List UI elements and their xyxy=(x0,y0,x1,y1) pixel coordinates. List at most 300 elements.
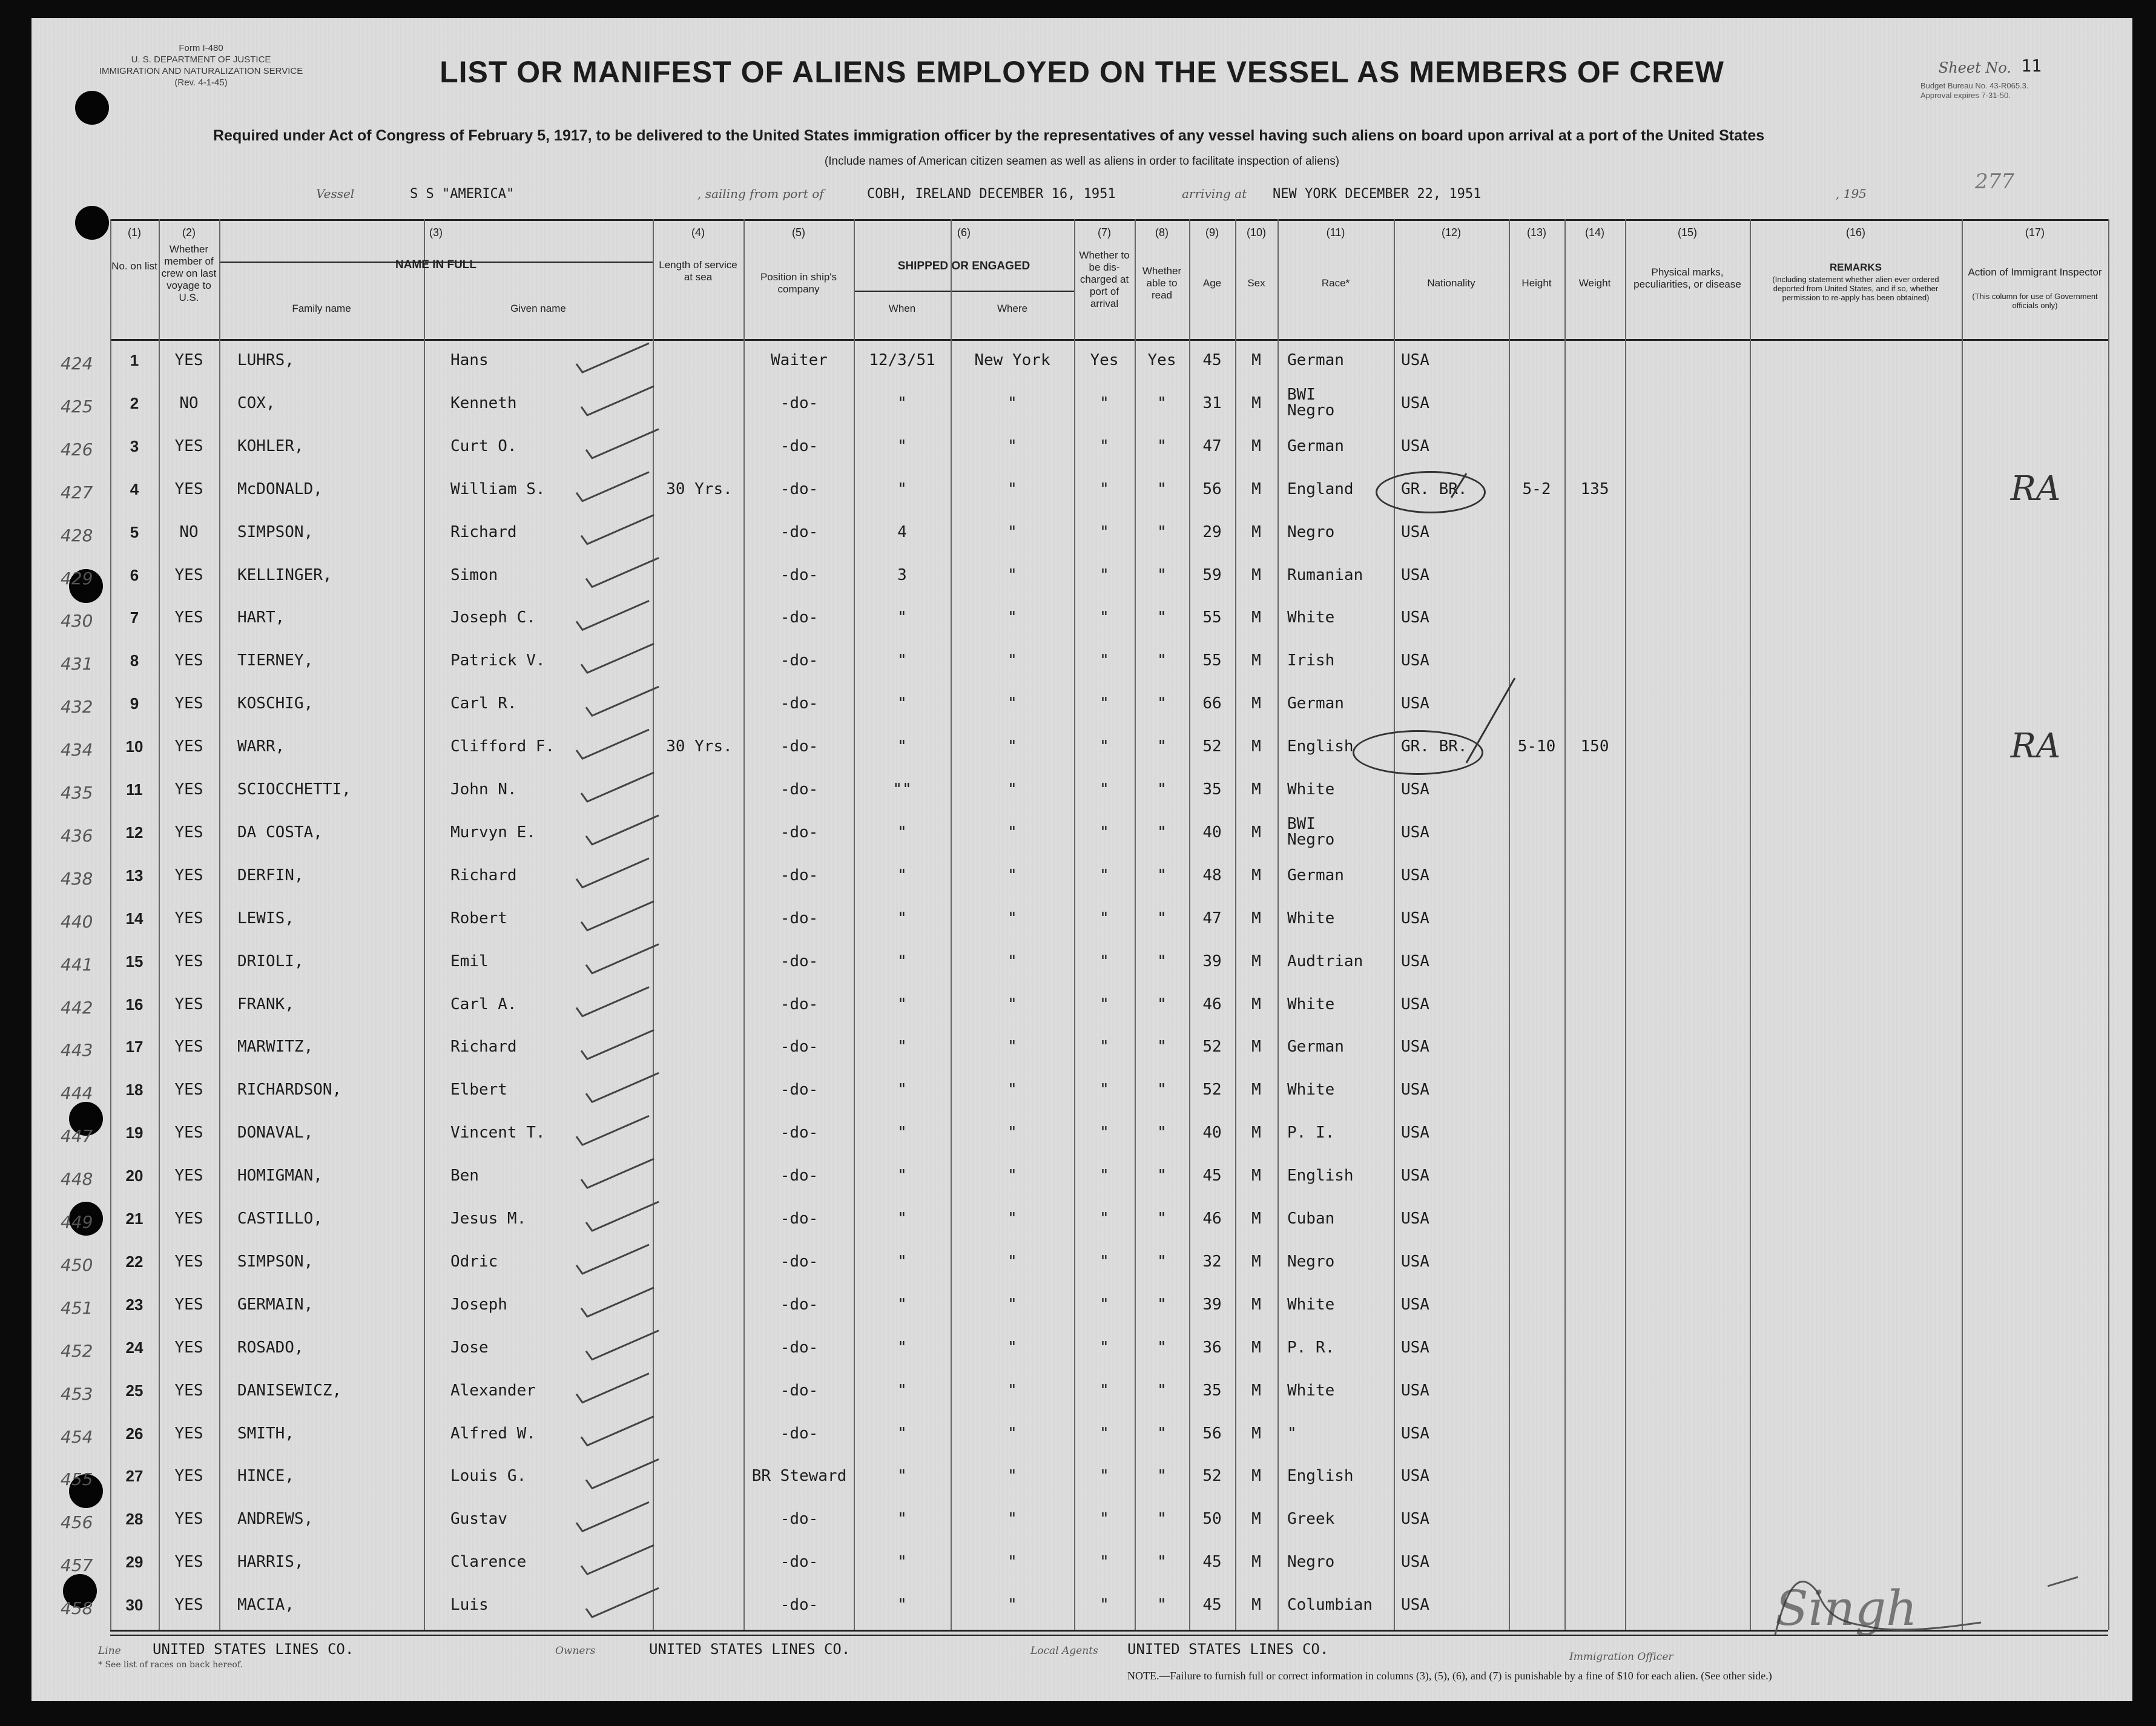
cell-when: " xyxy=(897,1596,907,1615)
cell-position: -do- xyxy=(780,651,819,670)
cell-no: 4 xyxy=(130,479,139,498)
cell-read: " xyxy=(1157,1295,1167,1314)
cell-given: Kenneth xyxy=(450,394,517,412)
cell-read: " xyxy=(1157,1167,1167,1185)
cell-discharged: " xyxy=(1099,565,1109,584)
cell-read: " xyxy=(1157,737,1167,756)
cell-age: 52 xyxy=(1202,1038,1222,1056)
cell-where: " xyxy=(1007,1081,1017,1099)
margin-number: 456 xyxy=(61,1512,93,1533)
pencil-check-nationality xyxy=(1451,473,1515,763)
cell-nationality: USA xyxy=(1401,351,1429,369)
cell-nationality: USA xyxy=(1401,866,1429,884)
cell-read: " xyxy=(1157,1381,1167,1400)
col-header-shipped: SHIPPED OR ENGAGED xyxy=(897,260,1030,272)
cell-given: Hans xyxy=(450,351,489,369)
cell-position: -do- xyxy=(780,1081,819,1099)
cell-discharged: " xyxy=(1099,995,1109,1013)
margin-number: 426 xyxy=(61,439,93,459)
cell-age: 52 xyxy=(1202,737,1222,756)
cell-where: " xyxy=(1007,737,1017,756)
cell-discharged: " xyxy=(1099,1252,1109,1271)
cell-no: 8 xyxy=(130,651,139,670)
cell-sex: M xyxy=(1251,952,1261,970)
cell-family: GERMAIN, xyxy=(237,1295,314,1314)
cell-crew: YES xyxy=(174,694,203,713)
cell-nationality: USA xyxy=(1401,1553,1429,1572)
cell-crew: YES xyxy=(174,1338,203,1357)
cell-crew: YES xyxy=(174,909,203,927)
cell-family: FRANK, xyxy=(237,995,294,1013)
cell-where: " xyxy=(1007,909,1017,927)
cell-where: " xyxy=(1007,565,1017,584)
cell-when: " xyxy=(897,1338,907,1357)
col-number: (15) xyxy=(1677,226,1697,239)
cell-family: TIERNEY, xyxy=(237,651,314,670)
cell-position: -do- xyxy=(780,995,819,1013)
cell-given: Robert xyxy=(450,909,507,927)
cell-sex: M xyxy=(1251,780,1261,799)
cell-crew: YES xyxy=(174,866,203,884)
cell-nationality: GR. BR. xyxy=(1401,737,1468,756)
col-header-action-note: (This column for use of Government officials only) xyxy=(1972,292,2098,310)
cell-where: " xyxy=(1007,995,1017,1013)
col-number: (9) xyxy=(1205,226,1219,239)
cell-position: -do- xyxy=(780,1167,819,1185)
cell-where: " xyxy=(1007,866,1017,884)
cell-no: 29 xyxy=(125,1553,143,1572)
cell-action: RA xyxy=(2010,469,2061,509)
col-number: (6) xyxy=(957,226,971,239)
cell-discharged: " xyxy=(1099,436,1109,455)
cell-nationality: USA xyxy=(1401,1081,1429,1099)
cell-family: KELLINGER, xyxy=(237,565,332,584)
cell-age: 40 xyxy=(1202,1124,1222,1142)
cell-family: DANISEWICZ, xyxy=(237,1381,342,1400)
cell-race: BWI Negro xyxy=(1287,814,1335,849)
margin-number: 440 xyxy=(61,911,93,932)
cell-where: " xyxy=(1007,1295,1017,1314)
cell-given: Jose xyxy=(450,1338,489,1357)
sheet-label: Sheet No. xyxy=(1938,59,2011,76)
cell-when: " xyxy=(897,1295,907,1314)
col-number: (14) xyxy=(1584,226,1604,239)
cell-where: " xyxy=(1007,436,1017,455)
cell-nationality: USA xyxy=(1401,1467,1429,1486)
col-number: (17) xyxy=(2025,226,2045,239)
cell-given: Ben xyxy=(450,1167,479,1185)
cell-nationality: USA xyxy=(1401,394,1429,412)
cell-read: " xyxy=(1157,952,1167,970)
cell-sex: M xyxy=(1251,1210,1261,1228)
cell-sex: M xyxy=(1251,1081,1261,1099)
cell-crew: YES xyxy=(174,995,203,1013)
cell-when: " xyxy=(897,866,907,884)
cell-position: -do- xyxy=(780,1596,819,1615)
cell-discharged: " xyxy=(1099,608,1109,627)
col-header-physical: Physical marks, peculiarities, or disease xyxy=(1633,266,1741,290)
cell-family: HINCE, xyxy=(237,1467,294,1486)
cell-height: 5-10 xyxy=(1517,737,1556,756)
cell-read: " xyxy=(1157,866,1167,884)
cell-crew: YES xyxy=(174,1510,203,1529)
cell-read: " xyxy=(1157,651,1167,670)
margin-number: 434 xyxy=(61,740,93,760)
cell-race: German xyxy=(1287,351,1344,369)
cell-race: P. I. xyxy=(1287,1124,1335,1142)
vessel-name: S S "AMERICA" xyxy=(410,186,515,202)
cell-when: " xyxy=(897,1510,907,1529)
officer-signature: Singh xyxy=(1775,1580,1917,1636)
cell-read: " xyxy=(1157,909,1167,927)
cell-nationality: USA xyxy=(1401,1167,1429,1185)
cell-crew: YES xyxy=(174,1596,203,1615)
cell-position: -do- xyxy=(780,1124,819,1142)
cell-age: 40 xyxy=(1202,823,1222,842)
cell-when: " xyxy=(897,1081,907,1099)
cell-no: 14 xyxy=(125,909,143,927)
cell-crew: YES xyxy=(174,651,203,670)
cell-crew: YES xyxy=(174,351,203,369)
cell-race: Negro xyxy=(1287,1252,1335,1271)
cell-where: " xyxy=(1007,1467,1017,1486)
cell-race: White xyxy=(1287,1295,1335,1314)
cell-when: " xyxy=(897,737,907,756)
cell-position: BR Steward xyxy=(751,1467,847,1486)
cell-no: 5 xyxy=(130,522,139,541)
pencil-tick xyxy=(2048,1577,2078,1586)
cell-when: " xyxy=(897,1167,907,1185)
cell-read: " xyxy=(1157,1510,1167,1529)
manifest-page xyxy=(31,18,2132,1701)
cell-given: Odric xyxy=(450,1252,498,1271)
cell-where: " xyxy=(1007,1338,1017,1357)
cell-when: 3 xyxy=(897,565,907,584)
cell-where: " xyxy=(1007,1424,1017,1443)
cell-discharged: " xyxy=(1099,1424,1109,1443)
cell-race: Negro xyxy=(1287,1553,1335,1572)
cell-crew: YES xyxy=(174,1381,203,1400)
cell-discharged: " xyxy=(1099,866,1109,884)
cell-discharged: " xyxy=(1099,823,1109,842)
cell-position: -do- xyxy=(780,780,819,799)
cell-position: -do- xyxy=(780,1424,819,1443)
cell-given: William S. xyxy=(450,479,546,498)
cell-position: -do- xyxy=(780,1338,819,1357)
cell-no: 11 xyxy=(126,780,143,799)
cell-where: " xyxy=(1007,694,1017,713)
cell-crew: YES xyxy=(174,1295,203,1314)
cell-race: German xyxy=(1287,436,1344,455)
col-header-remarks: REMARKS xyxy=(1830,262,1882,273)
cell-no: 20 xyxy=(125,1167,143,1185)
cell-where: " xyxy=(1007,608,1017,627)
cell-read: " xyxy=(1157,1210,1167,1228)
cell-discharged: " xyxy=(1099,1167,1109,1185)
cell-family: ANDREWS, xyxy=(237,1510,314,1529)
cell-position: -do- xyxy=(780,436,819,455)
cell-where: New York xyxy=(974,351,1050,369)
cell-no: 26 xyxy=(125,1424,143,1443)
cell-when: " xyxy=(897,1424,907,1443)
cell-crew: YES xyxy=(174,780,203,799)
cell-where: " xyxy=(1007,651,1017,670)
cell-no: 24 xyxy=(125,1338,143,1357)
margin-number: 436 xyxy=(61,825,93,846)
cell-given: Luis xyxy=(450,1596,489,1615)
cell-position: -do- xyxy=(780,909,819,927)
margin-number: 458 xyxy=(61,1598,93,1619)
cell-race: BWI Negro xyxy=(1287,385,1335,420)
cell-given: Elbert xyxy=(450,1081,507,1099)
cell-read: " xyxy=(1157,694,1167,713)
cell-age: 45 xyxy=(1202,1553,1222,1572)
col-number: (13) xyxy=(1526,226,1546,239)
cell-where: " xyxy=(1007,1038,1017,1056)
cell-nationality: USA xyxy=(1401,1038,1429,1056)
cell-read: " xyxy=(1157,780,1167,799)
cell-position: -do- xyxy=(780,608,819,627)
col-number: (8) xyxy=(1155,226,1169,239)
margin-number: 435 xyxy=(61,783,93,803)
cell-nationality: USA xyxy=(1401,1338,1429,1357)
cell-read: " xyxy=(1157,608,1167,627)
margin-number: 450 xyxy=(61,1254,93,1275)
cell-when: " xyxy=(897,1467,907,1486)
cell-family: SIMPSON, xyxy=(237,1252,314,1271)
cell-discharged: " xyxy=(1099,1596,1109,1615)
cell-read: " xyxy=(1157,1424,1167,1443)
cell-read: " xyxy=(1157,522,1167,541)
cell-sex: M xyxy=(1251,1467,1261,1486)
cell-position: -do- xyxy=(780,1252,819,1271)
cell-race: Irish xyxy=(1287,651,1335,670)
sailing-from: COBH, IRELAND DECEMBER 16, 1951 xyxy=(867,186,1116,202)
col-header-no: No. on list xyxy=(111,260,157,272)
cell-age: 35 xyxy=(1202,1381,1222,1400)
margin-number: 428 xyxy=(61,525,93,545)
cell-discharged: " xyxy=(1099,651,1109,670)
margin-number: 452 xyxy=(61,1340,93,1361)
cell-family: DA COSTA, xyxy=(237,823,323,842)
cell-sex: M xyxy=(1251,1295,1261,1314)
cell-race: German xyxy=(1287,866,1344,884)
cell-where: " xyxy=(1007,1252,1017,1271)
cell-sex: M xyxy=(1251,1381,1261,1400)
cell-no: 16 xyxy=(125,995,143,1013)
cell-age: 39 xyxy=(1202,952,1222,970)
margin-number: 457 xyxy=(61,1555,93,1576)
margin-number: 454 xyxy=(61,1426,93,1447)
margin-number: 424 xyxy=(61,354,93,374)
cell-given: Clifford F. xyxy=(450,737,555,756)
cell-crew: YES xyxy=(174,1467,203,1486)
cell-age: 52 xyxy=(1202,1467,1222,1486)
col-number: (16) xyxy=(1845,226,1865,239)
cell-sex: M xyxy=(1251,694,1261,713)
cell-no: 28 xyxy=(125,1510,143,1529)
cell-sex: M xyxy=(1251,909,1261,927)
col-header-when: When xyxy=(888,303,916,314)
races-note: * See list of races on back hereof. xyxy=(98,1660,243,1670)
col-number: (7) xyxy=(1098,226,1111,239)
cell-read: " xyxy=(1157,565,1167,584)
cell-family: SIMPSON, xyxy=(237,522,314,541)
cell-when: " xyxy=(897,909,907,927)
cell-race: Columbian xyxy=(1287,1596,1373,1615)
cell-discharged: " xyxy=(1099,1381,1109,1400)
cell-race: England xyxy=(1287,479,1354,498)
cell-family: LEWIS, xyxy=(237,909,294,927)
cell-nationality: USA xyxy=(1401,1424,1429,1443)
cell-no: 1 xyxy=(130,351,139,369)
margin-number: 441 xyxy=(61,954,93,975)
line-value: UNITED STATES LINES CO. xyxy=(153,1641,354,1658)
cell-position: -do- xyxy=(780,1510,819,1529)
cell-given: Vincent T. xyxy=(450,1124,546,1142)
arriving-label: arriving at xyxy=(1182,186,1247,201)
cell-discharged: Yes xyxy=(1090,351,1119,369)
col-number: (2) xyxy=(182,226,196,239)
col-header-crew: Whether member of crew on last voyage to U.S. xyxy=(161,243,217,303)
pencil-checkmarks xyxy=(31,18,2132,1701)
cell-read: " xyxy=(1157,1338,1167,1357)
cell-read: " xyxy=(1157,1038,1167,1056)
col-header-position: Position in ship's company xyxy=(760,271,837,295)
cell-read: " xyxy=(1157,1252,1167,1271)
cell-race: English xyxy=(1287,737,1354,756)
cell-when: 4 xyxy=(897,522,907,541)
cell-where: " xyxy=(1007,1210,1017,1228)
cell-when: " xyxy=(897,651,907,670)
col-number: (11) xyxy=(1326,226,1345,239)
cell-sex: M xyxy=(1251,1338,1261,1357)
cell-discharged: " xyxy=(1099,1210,1109,1228)
cell-age: 55 xyxy=(1202,651,1222,670)
cell-crew: YES xyxy=(174,479,203,498)
cell-family: COX, xyxy=(237,394,275,412)
cell-age: 50 xyxy=(1202,1510,1222,1529)
cell-no: 17 xyxy=(125,1038,143,1056)
cell-crew: YES xyxy=(174,608,203,627)
cell-position: -do- xyxy=(780,866,819,884)
cell-given: Murvyn E. xyxy=(450,823,536,842)
margin-number: 444 xyxy=(61,1083,93,1104)
cell-action: RA xyxy=(2010,726,2061,766)
cell-age: 66 xyxy=(1202,694,1222,713)
cell-family: SMITH, xyxy=(237,1424,294,1443)
cell-age: 31 xyxy=(1202,394,1222,412)
cell-given: Richard xyxy=(450,522,517,541)
cell-age: 46 xyxy=(1202,1210,1222,1228)
col-number: (5) xyxy=(792,226,805,239)
col-number: (3) xyxy=(429,226,443,239)
col-header-nationality: Nationality xyxy=(1427,277,1475,289)
cell-race: " xyxy=(1287,1424,1297,1443)
cell-age: 36 xyxy=(1202,1338,1222,1357)
cell-no: 30 xyxy=(125,1596,143,1615)
cell-where: " xyxy=(1007,522,1017,541)
cell-where: " xyxy=(1007,1124,1017,1142)
cell-sex: M xyxy=(1251,436,1261,455)
cell-given: John N. xyxy=(450,780,517,799)
margin-number: 455 xyxy=(61,1469,93,1490)
cell-race: White xyxy=(1287,780,1335,799)
officer-label: Immigration Officer xyxy=(1569,1651,1673,1663)
cell-family: SCIOCCHETTI, xyxy=(237,780,351,799)
cell-sex: M xyxy=(1251,1510,1261,1529)
cell-read: " xyxy=(1157,1081,1167,1099)
cell-discharged: " xyxy=(1099,1467,1109,1486)
cell-crew: NO xyxy=(179,522,199,541)
cell-crew: YES xyxy=(174,1167,203,1185)
cell-race: White xyxy=(1287,608,1335,627)
cell-discharged: " xyxy=(1099,1038,1109,1056)
cell-position: -do- xyxy=(780,823,819,842)
margin-number: 425 xyxy=(61,396,93,417)
col-header-weight: Weight xyxy=(1578,277,1611,289)
cell-age: 45 xyxy=(1202,1596,1222,1615)
cell-given: Joseph xyxy=(450,1295,507,1314)
cell-age: 56 xyxy=(1202,479,1222,498)
sailing-label: , sailing from port of xyxy=(697,186,824,201)
cell-discharged: " xyxy=(1099,1510,1109,1529)
cell-given: Richard xyxy=(450,866,517,884)
cell-given: Emil xyxy=(450,952,489,970)
cell-crew: YES xyxy=(174,952,203,970)
subnote: (Include names of American citizen seamen as well as aliens in order to facilitate inspection of aliens) xyxy=(824,155,1340,168)
cell-no: 6 xyxy=(130,565,139,584)
cell-family: McDONALD, xyxy=(237,479,323,498)
cell-race: White xyxy=(1287,1381,1335,1400)
cell-no: 7 xyxy=(130,608,139,627)
cell-nationality: USA xyxy=(1401,608,1429,627)
cell-read: " xyxy=(1157,479,1167,498)
cell-family: HOMIGMAN, xyxy=(237,1167,323,1185)
cell-discharged: " xyxy=(1099,952,1109,970)
cell-no: 10 xyxy=(125,737,143,756)
cell-sex: M xyxy=(1251,823,1261,842)
cell-sex: M xyxy=(1251,1424,1261,1443)
cell-nationality: USA xyxy=(1401,1252,1429,1271)
margin-number: 431 xyxy=(61,654,93,674)
cell-no: 23 xyxy=(125,1295,143,1314)
cell-nationality: GR. BR. xyxy=(1401,479,1468,498)
cell-given: Simon xyxy=(450,565,498,584)
col-header-sex: Sex xyxy=(1247,277,1265,289)
col-header-remarks-note: (Including statement whether alien ever ordered deported from United States, and if so, whether permission to re-apply has been obtained) xyxy=(1772,275,1939,302)
cell-when: " xyxy=(897,394,907,412)
cell-crew: YES xyxy=(174,1553,203,1572)
cell-family: DERFIN, xyxy=(237,866,304,884)
cell-no: 25 xyxy=(125,1381,143,1400)
cell-sex: M xyxy=(1251,1553,1261,1572)
cell-no: 3 xyxy=(130,436,139,455)
cell-position: -do- xyxy=(780,737,819,756)
cell-race: White xyxy=(1287,1081,1335,1099)
cell-family: LUHRS, xyxy=(237,351,294,369)
cell-when: " xyxy=(897,823,907,842)
cell-nationality: USA xyxy=(1401,1510,1429,1529)
cell-discharged: " xyxy=(1099,737,1109,756)
cell-crew: YES xyxy=(174,1210,203,1228)
cell-position: -do- xyxy=(780,694,819,713)
col-header-read: Whether able to read xyxy=(1142,265,1182,301)
cell-when: " xyxy=(897,1210,907,1228)
cell-sex: M xyxy=(1251,1596,1261,1615)
cell-race: Cuban xyxy=(1287,1210,1335,1228)
cell-race: German xyxy=(1287,1038,1344,1056)
